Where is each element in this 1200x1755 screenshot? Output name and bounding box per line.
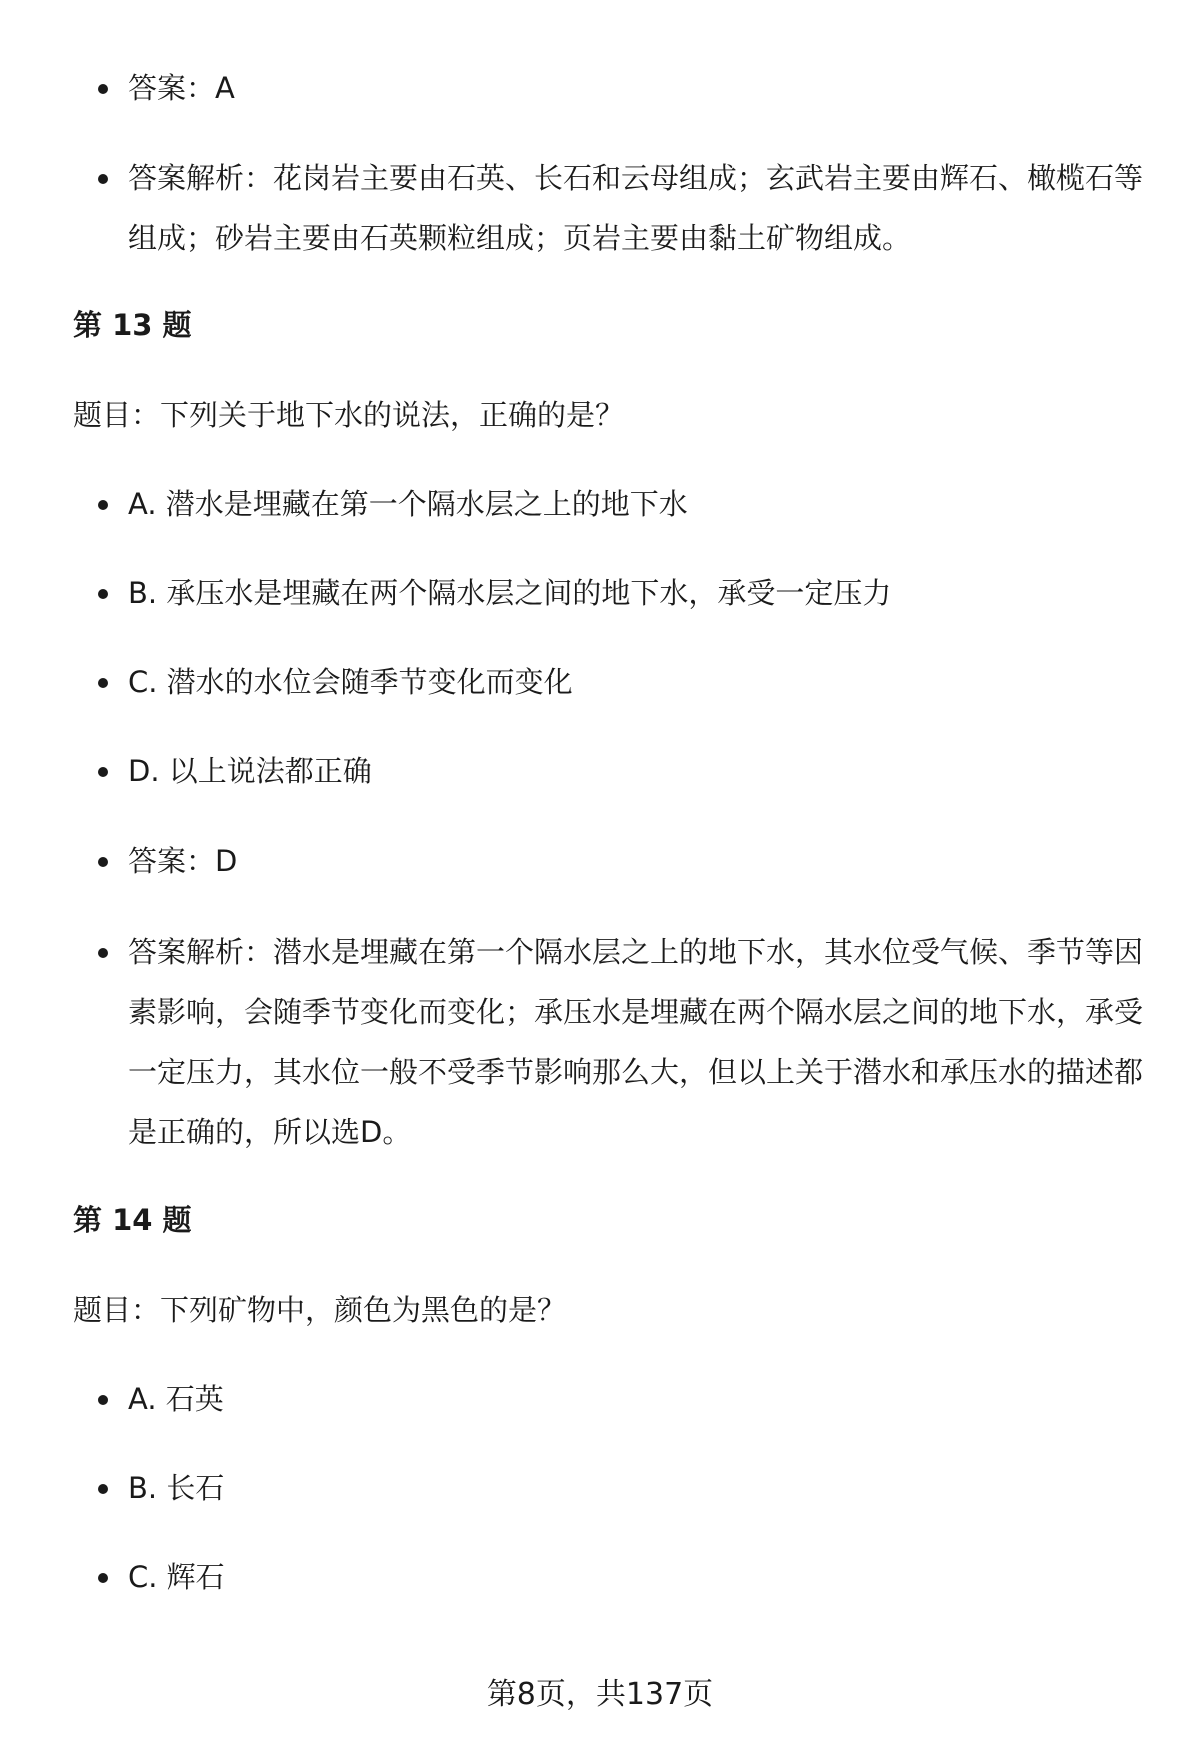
question-heading: 第 13 题 (73, 308, 192, 342)
option-a: A. 潜水是埋藏在第一个隔水层之上的地下水 (128, 474, 1143, 534)
answer-explanation: 答案解析：花岗岩主要由石英、长石和云母组成；玄武岩主要由辉石、橄榄石等组成；砂岩主要由石英颗粒组成；页岩主要由黏土矿物组成。 (128, 148, 1143, 268)
question-stem: 题目：下列矿物中，颜色为黑色的是？ (73, 1293, 567, 1327)
answer-explanation: 答案解析：潜水是埋藏在第一个隔水层之上的地下水，其水位受气候、季节等因素影响，会随季节变化而变化；承压水是埋藏在两个隔水层之间的地下水，承受一定压力，其水位一般不受季节影响那么大，但以上关于潜水和承压水的描述都是正确的，所以选D。 (128, 922, 1143, 1162)
option-a: A. 石英 (128, 1369, 1143, 1429)
option-d: D. 以上说法都正确 (128, 741, 1143, 801)
answer-line: 答案：A (128, 58, 1143, 118)
answer-line: 答案：D (128, 831, 1143, 891)
question-stem: 题目：下列关于地下水的说法，正确的是？ (73, 398, 625, 432)
option-c: C. 潜水的水位会随季节变化而变化 (128, 652, 1143, 712)
option-b: B. 承压水是埋藏在两个隔水层之间的地下水，承受一定压力 (128, 563, 1143, 623)
question-heading: 第 14 题 (73, 1203, 192, 1237)
option-c: C. 辉石 (128, 1547, 1143, 1607)
option-b: B. 长石 (128, 1458, 1143, 1518)
page-number-footer: 第8页，共137页 (486, 1677, 714, 1712)
